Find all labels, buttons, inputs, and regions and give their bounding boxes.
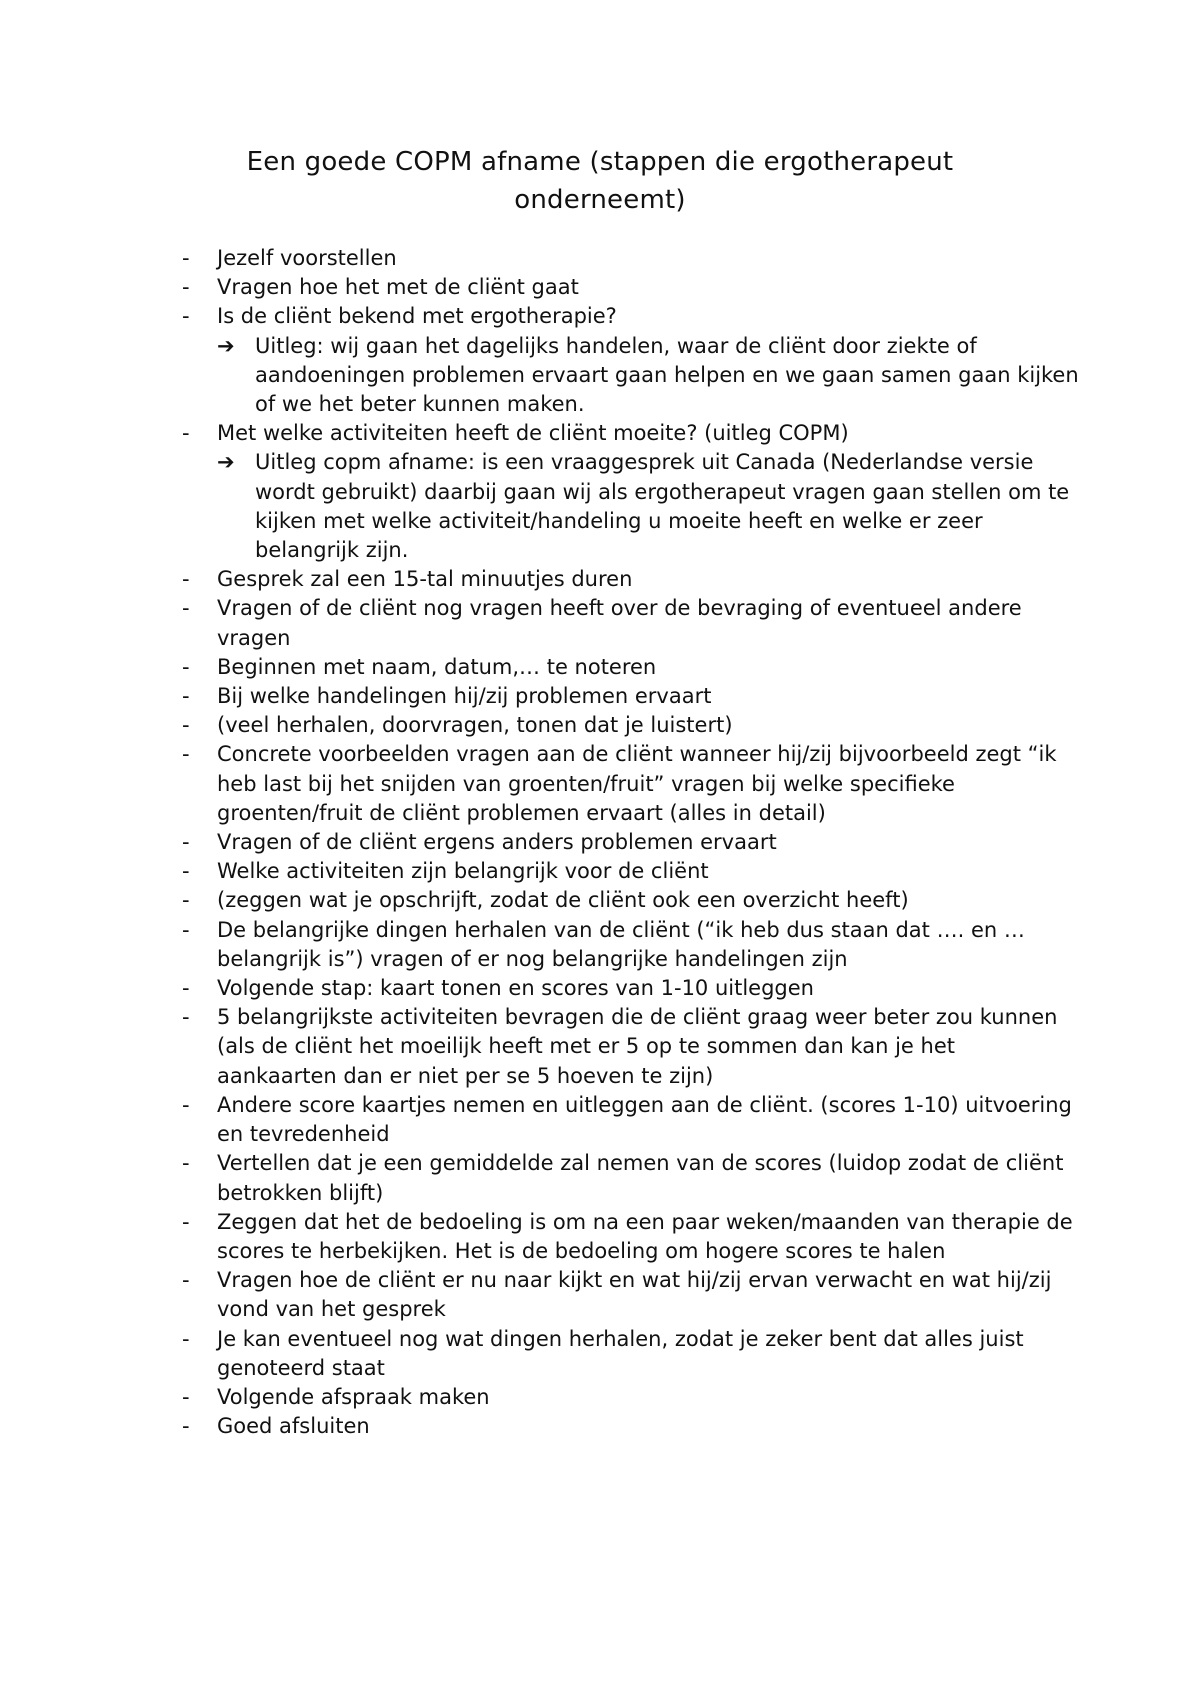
list-item <box>180 828 1080 857</box>
list-item <box>180 682 1080 711</box>
dash-bullet: - <box>182 1092 190 1117</box>
steps-list <box>180 244 1080 1441</box>
list-item <box>180 1149 1080 1207</box>
list-item-text: Vertellen dat je een gemiddelde zal nemen van de scores (luidop zodat de cliënt betrokken blijft) <box>217 1151 1064 1205</box>
list-item-text: Jezelf voorstellen <box>217 246 397 270</box>
dash-bullet: - <box>182 713 190 738</box>
list-item-text: Is de cliënt bekend met ergotherapie? <box>217 304 617 329</box>
list-item-text: (zeggen wat je opschrijft, zodat de cliënt ook een overzicht heeft) <box>217 888 909 913</box>
list-item <box>180 1266 1080 1324</box>
list-item-text: Met welke activiteiten heeft de cliënt moeite? (uitleg COPM) <box>217 421 849 446</box>
dash-bullet: - <box>182 830 190 855</box>
dash-bullet: - <box>182 275 190 300</box>
list-item-text: Beginnen met naam, datum,… te noteren <box>217 654 657 679</box>
list-item-text: Je kan eventueel nog wat dingen herhalen, zodat je zeker bent dat alles juist genoteerd staat <box>217 1326 1024 1380</box>
list-item <box>180 1091 1080 1149</box>
list-item <box>180 244 1080 273</box>
list-item-text: Vragen of de cliënt ergens anders problemen ervaart <box>217 830 777 855</box>
list-item <box>180 1412 1080 1441</box>
list-item-text: Vragen of de cliënt nog vragen heeft over de bevraging of eventueel andere vragen <box>217 596 1022 650</box>
list-item <box>180 1325 1080 1383</box>
list-item <box>180 974 1080 1003</box>
dash-bullet: - <box>182 742 190 767</box>
list-item-text: Gesprek zal een 15-tal minuutjes duren <box>217 567 633 592</box>
list-item <box>180 857 1080 886</box>
sub-item-text: Uitleg copm afname: is een vraaggesprek uit Canada (Nederlandse versie wordt gebruikt) daarbij gaan wij als ergotherapeut vragen gaan stellen om te kijken met welke activiteit/handeling u moeite heeft en welke er zeer belangrijk zijn. <box>255 450 1070 563</box>
list-item-text: Volgende afspraak maken <box>217 1384 490 1409</box>
list-item <box>180 565 1080 594</box>
list-item <box>180 302 1080 331</box>
list-item <box>180 886 1080 915</box>
list-item <box>180 916 1080 974</box>
dash-bullet: - <box>182 684 190 709</box>
dash-bullet: - <box>182 1326 190 1351</box>
list-item-text: Bij welke handelingen hij/zij problemen ervaart <box>217 684 712 709</box>
dash-bullet: - <box>182 888 190 913</box>
list-item-text: Vragen hoe de cliënt er nu naar kijkt en wat hij/zij ervan verwacht en wat hij/zij vond van het gesprek <box>217 1268 1052 1322</box>
dash-bullet: - <box>182 859 190 884</box>
list-item-text: 5 belangrijkste activiteiten bevragen die de cliënt graag weer beter zou kunnen (als de cliënt het moeilijk heeft met er 5 op te sommen dan kan je het aankaarten dan er niet per se 5 hoeven te zijn) <box>217 1005 1058 1088</box>
dash-bullet: - <box>182 917 190 942</box>
list-item-text: Goed afsluiten <box>217 1414 370 1439</box>
list-item <box>180 273 1080 302</box>
dash-bullet: - <box>182 1151 190 1176</box>
list-item-text: Andere score kaartjes nemen en uitleggen aan de cliënt. (scores 1-10) uitvoering en tevredenheid <box>217 1092 1072 1147</box>
arrow-right-icon: ➔ <box>217 333 235 358</box>
list-item <box>180 594 1080 652</box>
list-item <box>180 653 1080 682</box>
dash-bullet: - <box>182 421 190 446</box>
list-item-text: Concrete voorbeelden vragen aan de cliënt wanneer hij/zij bijvoorbeeld zegt “ik heb last bij het snijden van groenten/fruit” vragen bij welke specifieke groenten/fruit de cliënt problemen ervaart (alles in detail) <box>217 742 1057 825</box>
list-item <box>180 711 1080 740</box>
dash-bullet: - <box>182 246 190 270</box>
list-item <box>180 1208 1080 1266</box>
list-item <box>180 1383 1080 1412</box>
dash-bullet: - <box>182 1384 190 1409</box>
dash-bullet: - <box>182 976 190 1001</box>
document-title: Een goede COPM afname (stappen die ergotherapeut onderneemt) <box>246 147 954 215</box>
list-item-text: Welke activiteiten zijn belangrijk voor de cliënt <box>217 859 709 884</box>
dash-bullet: - <box>182 304 190 329</box>
list-item <box>180 1003 1080 1091</box>
sub-list-item <box>180 332 1080 420</box>
list-item-text: Zeggen dat het de bedoeling is om na een paar weken/maanden van therapie de scores te herbekijken. Het is de bedoeling om hogere scores te halen <box>217 1209 1073 1263</box>
list-item-text: Vragen hoe het met de cliënt gaat <box>217 275 579 300</box>
list-item <box>180 419 1080 448</box>
list-item <box>180 740 1080 828</box>
dash-bullet: - <box>182 1209 190 1234</box>
dash-bullet: - <box>182 1414 190 1439</box>
dash-bullet: - <box>182 1005 190 1030</box>
arrow-right-icon: ➔ <box>217 450 235 475</box>
list-item-text: (veel herhalen, doorvragen, tonen dat je luistert) <box>217 713 733 738</box>
list-item-text: De belangrijke dingen herhalen van de cliënt (“ik heb dus staan dat …. en … belangrijk is”) vragen of er nog belangrijke handelingen zijn <box>217 917 1025 971</box>
dash-bullet: - <box>182 567 190 592</box>
dash-bullet: - <box>182 654 190 679</box>
dash-bullet: - <box>182 596 190 621</box>
sub-list-item <box>180 448 1080 565</box>
dash-bullet: - <box>182 1268 190 1293</box>
list-item-text: Volgende stap: kaart tonen en scores van 1-10 uitleggen <box>217 976 814 1001</box>
sub-item-text: Uitleg: wij gaan het dagelijks handelen, waar de cliënt door ziekte of aandoeningen problemen ervaart gaan helpen en we gaan samen gaan kijken of we het beter kunnen maken. <box>255 333 1079 417</box>
